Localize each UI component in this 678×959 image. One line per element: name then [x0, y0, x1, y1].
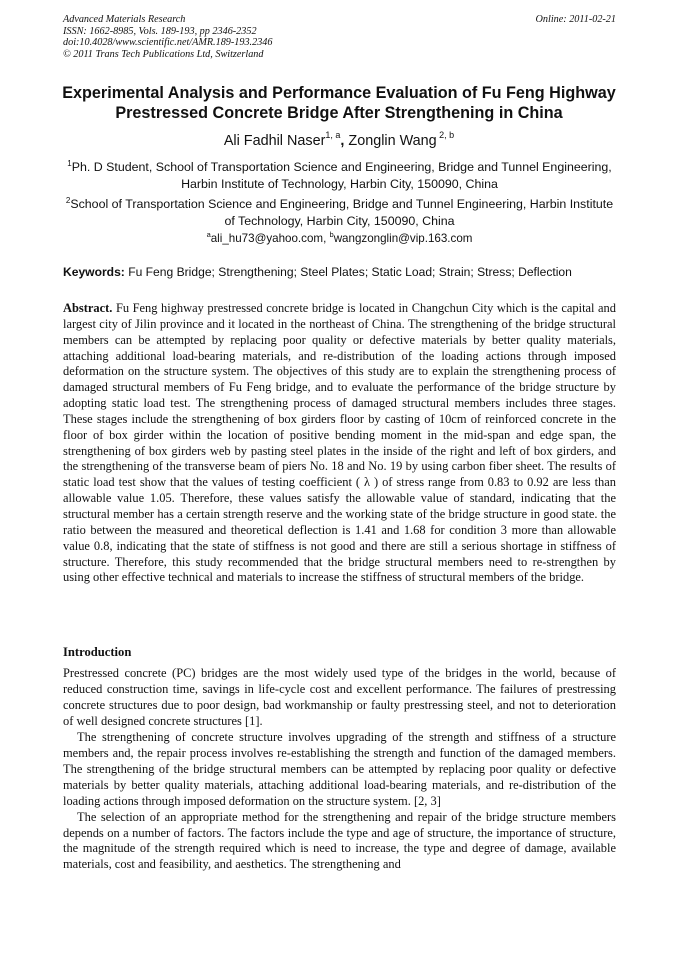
author-1: Ali Fadhil Naser: [223, 132, 326, 149]
introduction-paragraph-1: Prestressed concrete (PC) bridges are the most widely used type of the bridges in the world, because of reduced construction time, savings in life-cycle cost and excellent performance. The failures of prestressing concrete structures due to poor design, bad workmanship or faulty prestressing steel, and not to deterioration of well designed concrete structures [1].: [63, 666, 616, 728]
email-a[interactable]: ali_hu73@yahoo.com: [210, 231, 324, 245]
affiliation-2-line-1: School of Transportation Science and Engineering, Bridge and Tunnel Engineering, Harbin Institute: [70, 197, 614, 212]
keywords: [63, 265, 616, 279]
affiliation-1-line-1: Ph. D Student, School of Transportation Science and Engineering, Bridge and Tunnel Engineering,: [71, 160, 612, 175]
keywords-text: Fu Feng Bridge; Strengthening; Steel Plates; Static Load; Strain; Stress; Deflection: [124, 265, 572, 279]
affiliation-2-line-2: of Technology, Harbin City, 150090, China: [224, 213, 455, 228]
introduction-paragraph-3: The selection of an appropriate method for the strengthening and repair of the bridge structure members depends on a number of factors. The factors include the type and age of structure, the importance of structure, the magnitude of the strength required which is need to increase, the type and degree of damage, available materials, cost and feasibility, and aesthetics. The strengthening and: [63, 809, 616, 872]
issn-line: ISSN: 1662-8985, Vols. 189-193, pp 2346-2352: [63, 25, 257, 37]
affiliation-2: [63, 193, 616, 229]
introduction-paragraph-2: The strengthening of concrete structure involves upgrading of the strength and stiffness of a structure members and, the repair process involves re-establishing the strength and function of the damaged members. The strengthening of the bridge structural members can be attempted by replacing poor quality or defective materials by better quality materials, attaching additional load-bearing materials, and re-distribution of the loading actions through imposed deformation on the structure system. [2, 3]: [63, 729, 616, 808]
paper-title: [60, 83, 618, 123]
affiliation-2-mark: 2: [65, 196, 71, 205]
email-b[interactable]: wangzonglin@vip.163.com: [333, 231, 473, 245]
title-line-2: Prestressed Concrete Bridge After Strengthening in China: [115, 104, 563, 122]
abstract: [63, 301, 616, 586]
abstract-text: Fu Feng highway prestressed concrete bridge is located in Changchun City which is the capital and largest city of Jilin province and it located in the northeast of China. The strengthening of the bridge structural members can be attempted by replacing poor quality or defective materials by better quality materials, attaching additional load-bearing materials, and re-distribution of the loading actions through imposed deformation on the structure system. The objectives of this study are to explain the strengthening process of damaged structural members of Fu Feng bridge, and to evaluate the performance of the bridge structure by adopting static load test. The strengthening process of damaged structural members includes three stages. These stages include the strengthening of box girders floor by casting of 10cm of reinforced concrete in the floor of box girder within the location of positive bending moment in the mid-span and edge span, the strengthening of box girders web by pasting steel plates in the inside of the right and left of box girders, and the strengthening of the transverse beam of piers No. 18 and No. 19 by using carbon fiber sheet. The results of static load test show that the values of testing coefficient ( λ ) of stress range from 0.83 to 0.92 are less than allowable value 1.05. Therefore, these values satisfy the allowable value of standard, indicating that the structural member has a certain strength reserve and the working state of the bridge structure in good state. the ratio between the measured and theoretical deflection is 1.41 and 1.68 for condition 3 more than allowable value 0.8, indicating that the state of stiffness is not good and there are still a serious shortage in stiffness of structure. Therefore, this study recommended that the bridge structural members need to re-strengthen by using other effective technical and materials to increase the stiffness of structural members of the bridge.: [63, 301, 616, 585]
affiliation-1: [63, 156, 616, 192]
doi-line: doi:10.4028/www.scientific.net/AMR.189-193.2346: [63, 37, 273, 49]
journal-header: [63, 14, 616, 60]
author-1-affiliation-mark: 1, a: [325, 130, 341, 140]
author-2-affiliation-mark: 2, b: [436, 130, 455, 140]
email-b-mark: b: [329, 230, 334, 239]
author-emails: [63, 230, 616, 245]
author-2: Zonglin Wang: [348, 132, 437, 149]
abstract-label: Abstract.: [63, 301, 113, 315]
copyright-line: © 2011 Trans Tech Publications Ltd, Switzerland: [63, 48, 264, 60]
title-line-1: Experimental Analysis and Performance Evaluation of Fu Feng Highway: [62, 84, 616, 102]
author-separator: ,: [340, 132, 349, 149]
introduction-heading: Introduction: [63, 645, 132, 659]
online-date: Online: 2011-02-21: [535, 14, 616, 25]
keywords-label: Keywords:: [63, 265, 125, 279]
journal-name: Advanced Materials Research: [63, 14, 186, 25]
introduction-body: [63, 666, 616, 873]
email-a-mark: a: [206, 230, 211, 239]
email-separator: ,: [323, 231, 330, 245]
affiliation-1-mark: 1: [67, 159, 72, 168]
author-list: [60, 131, 618, 149]
affiliation-1-line-2: Harbin Institute of Technology, Harbin City, 150090, China: [181, 176, 498, 191]
